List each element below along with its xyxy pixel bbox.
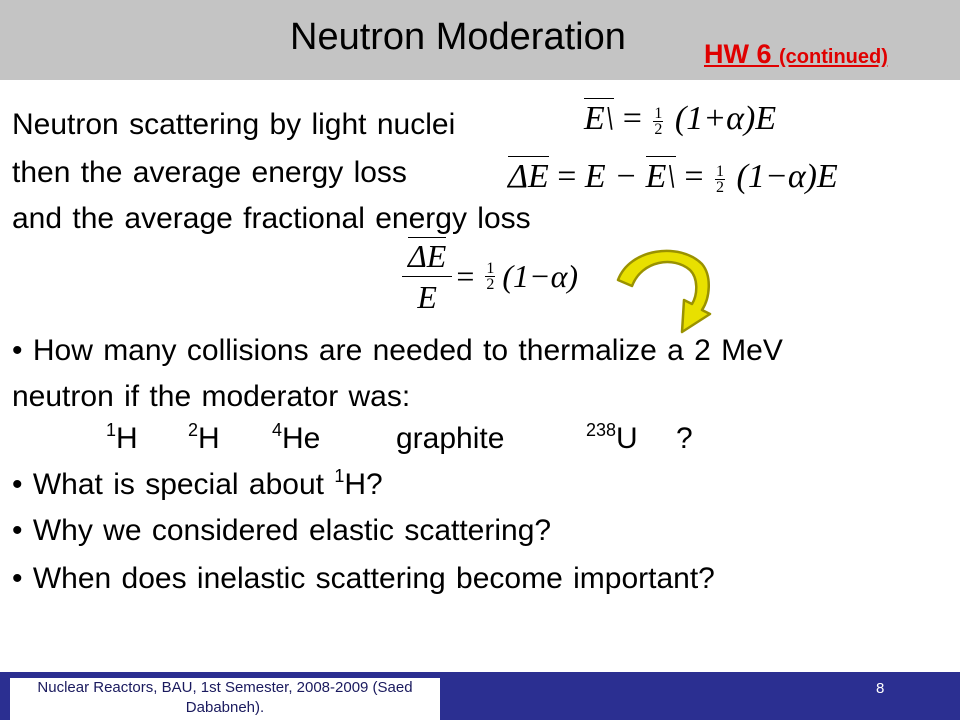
equation-3: $\frac{\Delta E}{E}$ = $\frac{1}{2}$ (1−α)	[402, 236, 578, 317]
nuclide-he4: $^4$He	[272, 420, 321, 455]
body-line-1: Neutron scattering by light nuclei	[12, 108, 456, 141]
page-number: 8	[876, 680, 885, 697]
question-4: • When does inelastic scattering become important?	[12, 562, 715, 595]
eq3-half: $\frac{1}{2}$	[486, 260, 495, 293]
nuclide-h2: $^2$H	[188, 420, 220, 455]
nuclide-graphite: graphite	[396, 422, 505, 455]
curved-arrow-icon	[610, 240, 720, 340]
body-line-2: then the average energy loss	[12, 156, 407, 189]
equation-1: E\ = $\frac{1}{2}$ (1+α)E	[584, 100, 777, 138]
hw-main: HW 6	[704, 39, 772, 69]
nuclide-h1: $^1$H	[106, 420, 138, 455]
body-line-3: and the average fractional energy loss	[12, 202, 531, 235]
eq2-rhs: (1−α)E	[736, 158, 838, 195]
slide-title: Neutron Moderation	[290, 16, 626, 58]
nuclide-u238: $^{238}$U	[586, 420, 638, 455]
eq1-rhs: (1+α)E	[674, 100, 777, 137]
eq3-fraction: $\frac{\Delta E}{E}$	[402, 236, 452, 317]
question-1b: neutron if the moderator was:	[12, 380, 411, 413]
eq1-lhs: E\	[584, 100, 615, 137]
footer-text: Nuclear Reactors, BAU, 1st Semester, 2008-2009 (Saed Dababneh).	[10, 678, 440, 720]
eq2-mid: E −	[584, 158, 646, 195]
eq2-mid-bar: E\	[645, 158, 676, 195]
eq1-half: $\frac{1}{2}$	[654, 104, 663, 138]
eq3-rhs: (1−α)	[502, 258, 579, 294]
nuclide-question-mark: ?	[676, 422, 693, 455]
eq2-half: $\frac{1}{2}$	[716, 162, 725, 196]
question-2: • What is special about $^1$H?	[12, 466, 383, 501]
hw-sub: (continued)	[779, 46, 888, 68]
question-1a: • How many collisions are needed to thermalize a 2 MeV	[12, 334, 783, 367]
question-3: • Why we considered elastic scattering?	[12, 514, 552, 547]
hw-label	[704, 38, 888, 73]
equation-2: ΔE = E − E\ = $\frac{1}{2}$ (1−α)E	[508, 158, 838, 196]
eq2-lhs: ΔE	[508, 158, 549, 195]
